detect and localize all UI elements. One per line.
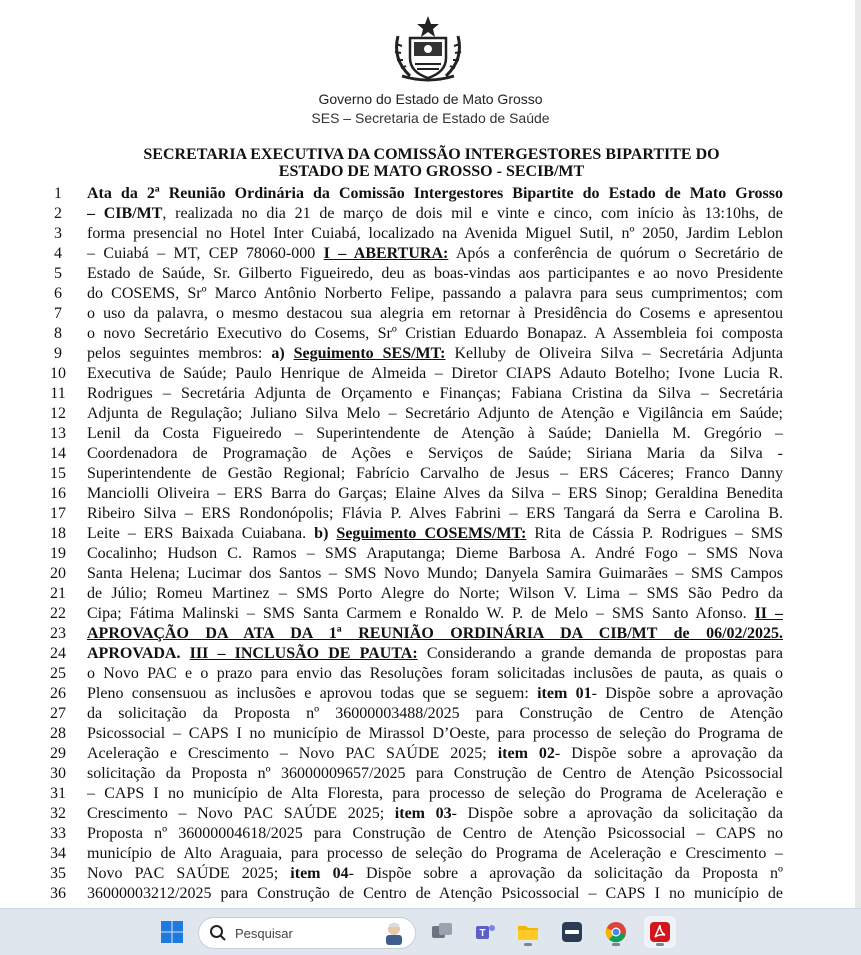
text-segment: o Novo PAC e o prazo para envio das Resoluções foram solicitadas inclusões de pauta, as quais o [87, 665, 783, 682]
document-line [40, 464, 790, 484]
line-text [87, 384, 783, 404]
running-indicator [656, 943, 664, 946]
line-number: 29 [50, 745, 66, 762]
search-icon [209, 924, 227, 942]
text-segment: Rodrigues – Secretária Adjunta de Orçamento e Finanças; Fabiana Cristina da Silva – Secretária [87, 385, 783, 402]
text-segment: – CAPS I no município de Alta Floresta, para processo de seleção do Programa de Aceleração e [87, 785, 783, 802]
line-text [87, 584, 783, 604]
document-line [40, 584, 790, 604]
line-number: 24 [50, 645, 66, 662]
line-number: 9 [54, 345, 62, 362]
text-segment: Coordenadora de Programação de Ações e Serviços de Saúde; Siriana Maria da Silva - [87, 445, 783, 462]
text-segment: Lenil da Costa Figueiredo – Superintendente de Atenção à Saúde; Daniella M. Gregório – [87, 425, 783, 442]
search-placeholder: Pesquisar [235, 925, 293, 941]
text-segment: Manciolli Oliveira – ERS Barra do Garças; Elaine Alves da Silva – ERS Sinop; Geraldina Benedita [87, 485, 783, 502]
line-number: 5 [54, 265, 62, 282]
document-line [40, 724, 790, 744]
text-segment: Rita de Cássia P. Rodrigues – SMS [526, 525, 783, 542]
line-text [87, 704, 783, 724]
text-segment: Cipa; Fátima Malinski – SMS Santa Carmem e Ronaldo W. P. de Melo – SMS Santo Afonso. [87, 605, 755, 622]
line-number: 21 [50, 585, 66, 602]
text-segment: b) [314, 525, 337, 542]
line-text [87, 304, 783, 324]
government-name: Governo do Estado de Mato Grosso [318, 91, 543, 107]
line-number: 36 [50, 885, 66, 902]
chrome-icon [604, 920, 628, 944]
document-title [100, 146, 763, 180]
document-line [40, 404, 790, 424]
text-segment: 36000003212/2025 para Construção de Centro de Atenção Psicossocial – CAPS I no município de [87, 885, 783, 902]
line-number: 28 [50, 725, 66, 742]
line-number: 23 [50, 625, 66, 642]
document-line [40, 844, 790, 864]
search-highlight-icon [377, 920, 411, 946]
line-text [87, 224, 783, 244]
text-segment: da solicitação da Proposta nº 36000003488/2025 para Construção de Centro de Atenção [87, 705, 783, 722]
text-segment: Aceleração e Crescimento – Novo PAC SAÚDE 2025; [87, 745, 498, 762]
line-number: 6 [54, 285, 62, 302]
text-segment: - Dispõe sobre a aprovação da solicitação da [451, 805, 783, 822]
text-segment: forma presencial no Hotel Inter Cuiabá, localizado na Avenida Miguel Sutil, nº 2050, Jardim Leblon [87, 225, 783, 242]
document-line [40, 184, 790, 204]
line-number: 16 [50, 485, 66, 502]
line-number: 11 [50, 385, 66, 402]
line-text [87, 644, 783, 664]
line-number: 20 [50, 565, 66, 582]
line-text [87, 824, 783, 844]
line-number: 19 [50, 545, 66, 562]
line-text [87, 404, 783, 424]
document-line [40, 564, 790, 584]
document-line [40, 424, 790, 444]
line-text [87, 184, 783, 204]
document-line [40, 644, 790, 664]
line-number: 15 [50, 465, 66, 482]
line-text [87, 884, 783, 904]
text-segment: item 03 [394, 805, 452, 822]
line-number: 2 [54, 205, 62, 222]
line-number: 35 [50, 865, 66, 882]
line-number: 7 [54, 305, 62, 322]
text-segment: Pleno consensuou as inclusões e aprovou todas que se seguem: [87, 685, 538, 702]
text-segment: item 01 [537, 685, 592, 702]
scrollbar-track[interactable] [855, 0, 861, 908]
text-segment: - Dispõe sobre a aprovação da [554, 745, 783, 762]
text-segment: - Dispõe sobre a aprovação [591, 685, 783, 702]
line-number: 1 [54, 185, 62, 202]
text-segment: Seguimento SES/MT: [293, 345, 446, 362]
text-segment: Ata da 2ª Reunião Ordinária da Comissão Intergestores Bipartite do Estado de Mato Grosso [87, 185, 783, 202]
line-text [87, 444, 783, 464]
teams-icon [473, 920, 497, 944]
text-segment: Superintendente de Gestão Regional; Fabrício Carvalho de Jesus – ERS Cáceres; Franco Danny [87, 465, 783, 482]
line-number: 4 [54, 245, 62, 262]
text-segment: Adjunta de Regulação; Juliano Silva Melo – Secretário Adjunto de Atenção e Vigilância em Saúde; [87, 405, 783, 422]
line-text [87, 244, 783, 264]
document-line [40, 544, 790, 564]
line-text [87, 684, 783, 704]
line-number: 32 [50, 805, 66, 822]
document-line [40, 884, 790, 904]
document-line [40, 824, 790, 844]
line-text [87, 744, 783, 764]
document-line [40, 444, 790, 464]
text-segment: item 04 [290, 865, 349, 882]
text-segment: o uso da palavra, o mesmo destacou sua alegria em retornar à Presidência do Cosems e apresentou [87, 305, 783, 322]
text-segment: Estado de Saúde, Sr. Gilberto Figueiredo, deu as boas-vindas aos participantes e ao novo Presidente [87, 265, 783, 282]
text-segment: Executiva de Saúde; Paulo Henrique de Almeida – Diretor CIAPS Adauto Botelho; Ivone Lucia R. [87, 365, 783, 382]
line-text [87, 844, 783, 864]
secretariat-name: SES – Secretaria de Estado de Saúde [311, 110, 550, 126]
line-text [87, 364, 783, 384]
line-number: 14 [50, 445, 66, 462]
line-number: 18 [50, 525, 66, 542]
running-indicator [612, 943, 620, 946]
line-number: 8 [54, 325, 62, 342]
document-line [40, 524, 790, 544]
text-segment: – Cuiabá – MT, CEP 78060-000 [87, 245, 324, 262]
document-line [40, 664, 790, 684]
document-line [40, 344, 790, 364]
line-text [87, 484, 783, 504]
task-view-icon [430, 920, 454, 944]
windows-taskbar [0, 908, 861, 955]
document-line [40, 364, 790, 384]
line-text [87, 524, 783, 544]
document-line [40, 224, 790, 244]
click-app-icon [560, 920, 584, 944]
document-line [40, 384, 790, 404]
line-text [87, 604, 783, 624]
line-text [87, 424, 783, 444]
text-segment: , realizada no dia 21 de março de dois mil e vinte e cinco, com início às 13:10hs, de [162, 205, 783, 222]
line-number: 12 [50, 405, 66, 422]
document-line [40, 204, 790, 224]
file-explorer-icon [516, 920, 540, 944]
text-segment: do COSEMS, Srº Marco Antônio Norberto Felipe, passando a palavra para seus cumprimentos; com [87, 285, 783, 302]
line-number: 10 [50, 365, 66, 382]
text-segment: Santa Helena; Lucimar dos Santos – SMS Novo Mundo; Danyela Samira Guimarães – SMS Campos [87, 565, 783, 582]
line-number: 33 [50, 825, 66, 842]
text-segment: Novo PAC SAÚDE 2025; [87, 865, 291, 882]
text-segment: pelos seguintes membros: [87, 345, 272, 362]
document-line [40, 604, 790, 624]
text-segment: Considerando a grande demanda de propostas para [417, 645, 783, 662]
line-text [87, 504, 783, 524]
line-number: 25 [50, 665, 66, 682]
text-segment: Leite – ERS Baixada Cuiabana. [87, 525, 315, 542]
text-segment: item 02 [497, 745, 555, 762]
document-line [40, 284, 790, 304]
text-segment: I – ABERTURA: [323, 245, 449, 262]
text-segment: Kelluby de Oliveira Silva – Secretária Adjunta [445, 345, 783, 362]
line-number: 27 [50, 705, 66, 722]
running-indicator [524, 943, 532, 946]
text-segment: II – [754, 605, 783, 622]
text-segment: - Dispõe sobre a aprovação da solicitação da Proposta nº [348, 865, 783, 882]
line-number: 3 [54, 225, 62, 242]
line-number: 31 [50, 785, 66, 802]
minutes-body [40, 184, 790, 904]
line-text [87, 784, 783, 804]
document-line [40, 704, 790, 724]
document-line [40, 744, 790, 764]
document-line [40, 484, 790, 504]
line-number: 17 [50, 505, 66, 522]
document-line [40, 304, 790, 324]
line-text [87, 624, 783, 644]
line-text [87, 284, 783, 304]
taskbar-search-box[interactable] [198, 917, 416, 949]
line-text [87, 864, 783, 884]
line-number: 13 [50, 425, 66, 442]
document-line [40, 264, 790, 284]
document-line [40, 684, 790, 704]
text-segment: APROVADA. [87, 645, 190, 662]
file-explorer-button[interactable] [512, 916, 544, 948]
document-line [40, 864, 790, 884]
line-number: 34 [50, 845, 66, 862]
windows-start-button[interactable] [156, 916, 188, 948]
line-text [87, 204, 783, 224]
document-line [40, 784, 790, 804]
title-line-1: SECRETARIA EXECUTIVA DA COMISSÃO INTERGESTORES BIPARTITE DO [143, 146, 720, 163]
text-segment: III – INCLUSÃO DE PAUTA: [189, 645, 418, 662]
document-line [40, 764, 790, 784]
text-segment: município de Alto Araguaia, para processo de seleção do Programa de Aceleração e Crescimento – [87, 845, 783, 862]
line-text [87, 664, 783, 684]
document-line [40, 804, 790, 824]
line-number: 26 [50, 685, 66, 702]
text-segment: a) [271, 345, 294, 362]
task-view-button[interactable] [426, 916, 458, 948]
text-segment: Ribeiro Silva – ERS Rondonópolis; Flávia P. Alves Fabrini – ERS Tangará da Serra e Carolina B. [87, 505, 783, 522]
line-text [87, 264, 783, 284]
windows-start-icon [160, 920, 184, 944]
text-segment: Após a conferência de quórum o Secretário de [448, 245, 783, 262]
svg-text:T: T [479, 928, 486, 939]
document-line [40, 324, 790, 344]
acrobat-reader-button[interactable] [644, 916, 676, 948]
line-number: 22 [50, 605, 66, 622]
chrome-button[interactable] [600, 916, 632, 948]
document-line [40, 244, 790, 264]
line-text [87, 344, 783, 364]
document-line [40, 504, 790, 524]
line-number: 30 [50, 765, 66, 782]
text-segment: Psicossocial – CAPS I no município de Mirassol D’Oeste, para processo de seleção do Programa de [87, 725, 783, 742]
line-text [87, 804, 783, 824]
text-segment: Proposta nº 36000004618/2025 para Construção de Centro de Atenção Psicossocial – CAPS no [87, 825, 783, 842]
text-segment: solicitação da Proposta nº 36000009657/2025 para Construção de Centro de Atenção Psicossocial [87, 765, 783, 782]
line-text [87, 464, 783, 484]
line-text [87, 764, 783, 784]
line-text [87, 324, 783, 344]
line-text [87, 544, 783, 564]
teams-button[interactable] [469, 916, 501, 948]
document-line [40, 624, 790, 644]
text-segment: APROVAÇÃO DA ATA DA 1ª REUNIÃO ORDINÁRIA DA CIB/MT de 06/02/2025. [87, 625, 783, 642]
acrobat-reader-icon [648, 920, 672, 944]
state-coat-of-arms-icon [388, 14, 468, 84]
text-segment: Seguimento COSEMS/MT: [336, 525, 527, 542]
text-segment: – CIB/MT [87, 205, 163, 222]
text-segment: Crescimento – Novo PAC SAÚDE 2025; [87, 805, 395, 822]
title-line-2: ESTADO DE MATO GROSSO - SECIB/MT [278, 163, 585, 180]
line-text [87, 724, 783, 744]
text-segment: de Júlio; Romeu Martinez – SMS Porto Alegre do Norte; Wilson V. Lima – SMS São Pedro da [87, 585, 783, 602]
click-app-button[interactable] [556, 916, 588, 948]
line-text [87, 564, 783, 584]
text-segment: Cocalinho; Hudson C. Ramos – SMS Araputanga; Dieme Barbosa A. André Fogo – SMS Nova [87, 545, 783, 562]
text-segment: o novo Secretário Executivo do Cosems, Srº Cristian Eduardo Bonapaz. A Assembleia foi composta [87, 325, 783, 342]
